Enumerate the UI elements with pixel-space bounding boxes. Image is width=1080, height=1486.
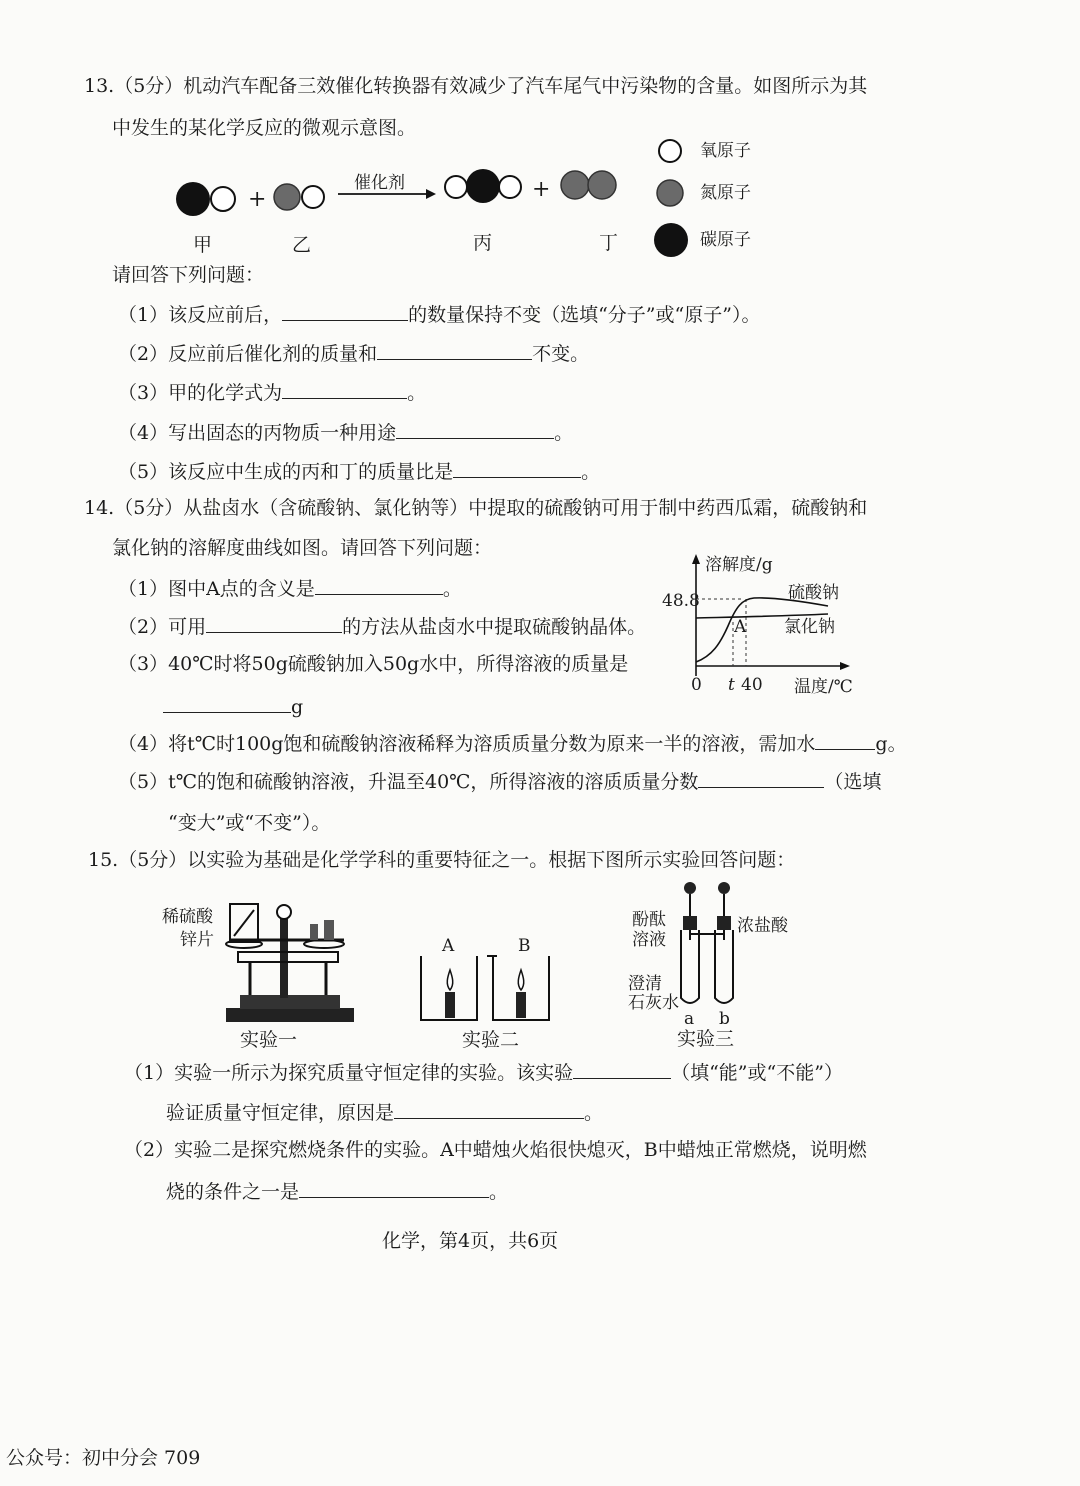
answer-blank[interactable] bbox=[299, 1179, 489, 1198]
answer-blank[interactable] bbox=[282, 302, 408, 321]
q15-item-2: （2）实验二是探究燃烧条件的实验。A中蜡烛火焰很快熄灭，B中蜡烛正常燃烧，说明燃 bbox=[124, 1139, 867, 1161]
q14-item-3-answer: g bbox=[163, 694, 303, 719]
label-bing: 丙 bbox=[473, 232, 493, 254]
answer-blank[interactable] bbox=[282, 380, 407, 399]
q14-item-4: （4）将t℃时100g饱和硫酸钠溶液稀释为溶质质量分数为原来一半的溶液，需加水 g。 bbox=[118, 733, 907, 755]
label-yi: 乙 bbox=[292, 234, 312, 256]
q13-item-5: （5）该反应中生成的丙和丁的质量比是 。 bbox=[118, 461, 601, 483]
answer-blank[interactable] bbox=[377, 341, 532, 360]
q14-item-5: （5）t℃的饱和硫酸钠溶液，升温至40℃，所得溶液的溶质质量分数 （选填 bbox=[118, 771, 882, 793]
q15-item-1: （1）实验一所示为探究质量守恒定律的实验。该实验 （填“能”或“不能”） bbox=[124, 1062, 843, 1084]
answer-blank[interactable] bbox=[163, 694, 291, 713]
q14-item-2: （2）可用 的方法从盐卤水中提取硫酸钠晶体。 bbox=[118, 616, 647, 638]
experiment-1-balance bbox=[220, 900, 360, 1025]
caption-experiment-3: 实验三 bbox=[677, 1028, 735, 1050]
answer-blank[interactable] bbox=[453, 459, 581, 478]
answer-blank[interactable] bbox=[698, 769, 824, 788]
q15-item-1-cont: 验证质量守恒定律，原因是 。 bbox=[166, 1102, 604, 1124]
label-conc-hcl: 浓盐酸 bbox=[737, 916, 788, 936]
nitrogen-legend-icon bbox=[657, 180, 683, 206]
oxygen-legend-icon bbox=[659, 140, 681, 162]
oxygen-atom bbox=[445, 176, 467, 198]
answer-blank[interactable] bbox=[396, 420, 554, 439]
q13-stem-line2: 中发生的某化学反应的微观示意图。 bbox=[112, 117, 417, 139]
chart-xtick-0: 0 bbox=[691, 675, 702, 695]
q13-item-2: （2）反应前后催化剂的质量和 不变。 bbox=[118, 343, 590, 365]
q15-stem: 15.（5分）以实验为基础是化学学科的重要特征之一。根据下图所示实验回答问题： bbox=[88, 849, 796, 871]
q13-stem-line1: 13.（5分）机动汽车配备三效催化转换器有效减少了汽车尾气中污染物的含量。如图所示为其 bbox=[84, 75, 868, 97]
q15-item-2-cont: 烧的条件之一是 。 bbox=[166, 1181, 509, 1203]
nitrogen-atom bbox=[588, 171, 616, 199]
carbon-atom bbox=[466, 169, 500, 203]
atom-legend bbox=[655, 136, 695, 256]
catalyst-label: 催化剂 bbox=[354, 173, 405, 193]
answer-blank[interactable] bbox=[815, 731, 875, 750]
chart-xlabel: 温度/℃ bbox=[794, 677, 853, 697]
nitrogen-atom bbox=[561, 171, 589, 199]
x-axis bbox=[696, 662, 850, 670]
label-ding: 丁 bbox=[599, 232, 619, 254]
label-dilute-sulfuric-acid: 稀硫酸 bbox=[162, 907, 213, 927]
label-zinc-sheet: 锌片 bbox=[180, 930, 214, 950]
legend-carbon: 碳原子 bbox=[700, 230, 751, 250]
caption-experiment-1: 实验一 bbox=[240, 1029, 298, 1051]
label-phenolphthalein-1: 酚酞 bbox=[632, 910, 666, 930]
q13-item-3: （3）甲的化学式为 。 bbox=[118, 382, 427, 404]
label-beaker-a: A bbox=[442, 936, 455, 956]
carbon-legend-icon bbox=[654, 223, 688, 257]
answer-blank[interactable] bbox=[206, 614, 342, 633]
beaker-a bbox=[421, 956, 477, 1020]
label-limewater-2: 石灰水 bbox=[628, 993, 679, 1013]
chart-xtick-t: t bbox=[728, 675, 735, 695]
legend-sodium-chloride: 氯化钠 bbox=[784, 617, 835, 637]
experiment-3-test-tubes bbox=[676, 880, 746, 1010]
legend-nitrogen: 氮原子 bbox=[700, 183, 751, 203]
oxygen-atom bbox=[302, 186, 324, 208]
oxygen-atom bbox=[211, 187, 235, 211]
q14-item-3: （3）40℃时将50g硫酸钠加入50g水中，所得溶液的质量是 bbox=[118, 653, 629, 675]
point-A-label: A bbox=[734, 617, 747, 637]
plus-sign-2: + bbox=[532, 177, 551, 202]
label-tube-a: a bbox=[684, 1009, 695, 1029]
q14-stem-line1: 14.（5分）从盐卤水（含硫酸钠、氯化钠等）中提取的硫酸钠可用于制中药西瓜霜，硫酸钠和 bbox=[84, 497, 868, 519]
label-phenolphthalein-2: 溶液 bbox=[632, 930, 666, 950]
label-jia: 甲 bbox=[193, 234, 213, 256]
label-limewater-1: 澄清 bbox=[628, 974, 662, 994]
answer-blank[interactable] bbox=[394, 1100, 584, 1119]
answer-blank[interactable] bbox=[573, 1060, 671, 1079]
beaker-b bbox=[487, 956, 549, 1020]
chart-ylabel: 溶解度/g bbox=[705, 555, 773, 575]
answer-blank[interactable] bbox=[315, 576, 443, 595]
oxygen-atom bbox=[499, 176, 521, 198]
legend-sodium-sulfate: 硫酸钠 bbox=[788, 583, 839, 603]
q13-item-1: （1）该反应前后， 的数量保持不变（选填“分子”或“原子”）。 bbox=[118, 304, 761, 326]
label-tube-b: b bbox=[719, 1009, 730, 1029]
legend-oxygen: 氧原子 bbox=[700, 141, 751, 161]
experiment-2-candles bbox=[415, 952, 565, 1032]
q13-item-4: （4）写出固态的丙物质一种用途 。 bbox=[118, 422, 574, 444]
q14-item-5-cont: “变大”或“不变”）。 bbox=[168, 812, 331, 834]
nitrogen-atom bbox=[274, 184, 300, 210]
y-axis bbox=[692, 554, 700, 676]
label-beaker-b: B bbox=[518, 936, 531, 956]
q14-stem-line2: 氯化钠的溶解度曲线如图。请回答下列问题： bbox=[112, 537, 493, 559]
watermark: 公众号：初中分会 709 bbox=[6, 1447, 201, 1469]
q13-prompt: 请回答下列问题： bbox=[112, 264, 265, 286]
chart-xtick-40: 40 bbox=[741, 675, 763, 695]
caption-experiment-2: 实验二 bbox=[462, 1029, 520, 1051]
plus-sign-1: + bbox=[248, 187, 267, 212]
carbon-atom bbox=[176, 182, 210, 216]
page-footer: 化学，第4页，共6页 bbox=[382, 1230, 559, 1252]
chart-ytick-48.8: 48.8 bbox=[662, 591, 700, 611]
q14-item-1: （1）图中A点的含义是 。 bbox=[118, 578, 462, 600]
